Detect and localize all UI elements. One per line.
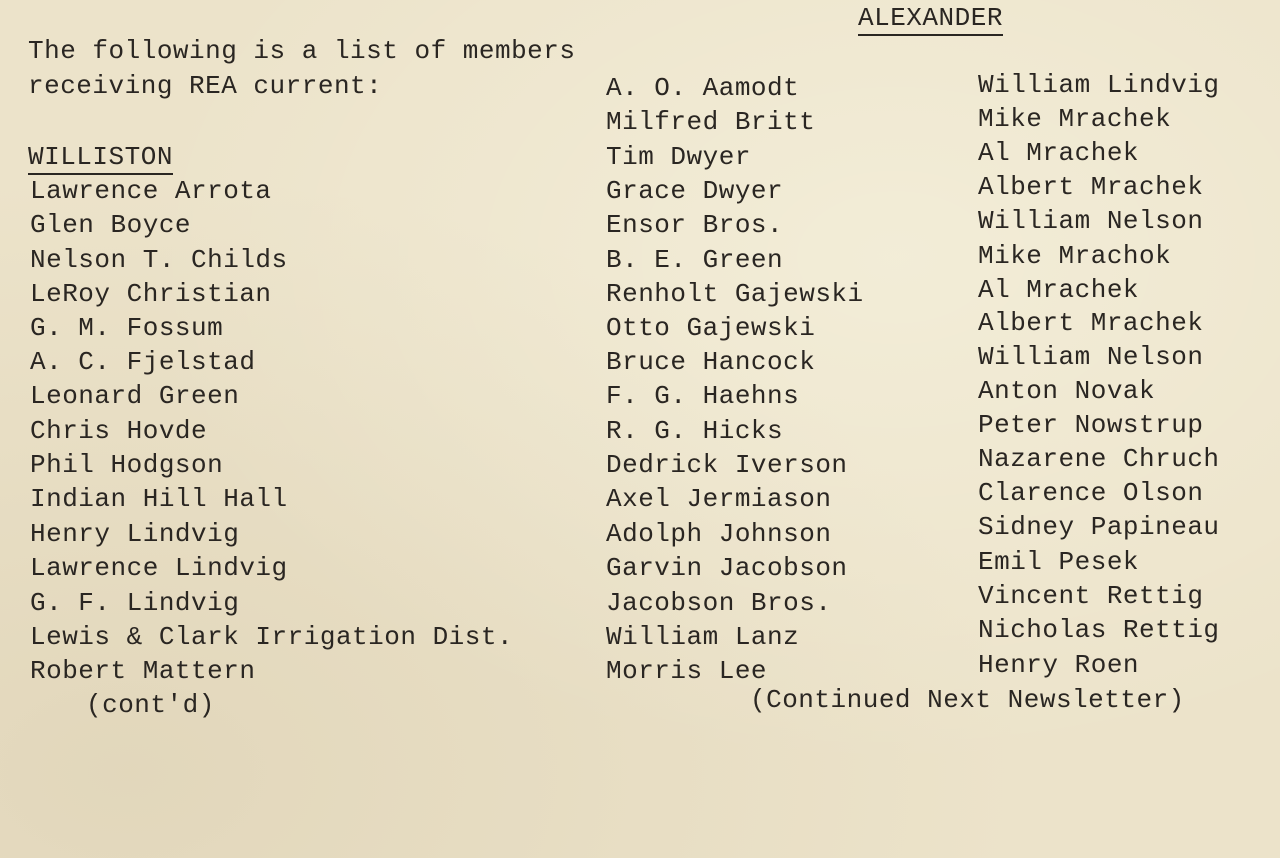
williston-heading [28,142,173,172]
list-item: William Nelson [978,206,1204,236]
list-item: Garvin Jacobson [606,553,848,583]
list-item: A. C. Fjelstad [30,347,256,377]
list-item: Indian Hill Hall [30,484,288,514]
list-item: A. O. Aamodt [606,73,800,103]
list-item: Tim Dwyer [606,142,751,172]
list-item: Renholt Gajewski [606,279,864,309]
list-item: Clarence Olson [978,478,1204,508]
list-item: Al Mrachek [978,138,1140,168]
list-item: G. M. Fossum [30,313,224,343]
list-item: Nelson T. Childs [30,245,288,275]
list-item: Otto Gajewski [606,313,816,343]
list-item: G. F. Lindvig [30,588,240,618]
list-item: Albert Mrachek [978,172,1204,202]
list-item: Anton Novak [978,376,1156,406]
list-item: Sidney Papineau [978,512,1220,542]
list-item: LeRoy Christian [30,279,272,309]
list-item: Phil Hodgson [30,450,224,480]
list-item: Mike Mrachok [978,241,1172,271]
list-item: Dedrick Iverson [606,450,848,480]
list-item: Emil Pesek [978,547,1140,577]
list-item: Lewis & Clark Irrigation Dist. [30,622,514,652]
alexander-heading [858,3,1003,33]
list-item: Albert Mrachek [978,308,1204,338]
williston-heading-text: WILLISTON [28,142,173,175]
alexander-heading-text: ALEXANDER [858,3,1003,36]
list-item: Mike Mrachek [978,104,1172,134]
list-item: Lawrence Arrota [30,176,272,206]
list-item: Ensor Bros. [606,210,784,240]
list-item: Milfred Britt [606,107,816,137]
list-item: R. G. Hicks [606,416,784,446]
list-item: Glen Boyce [30,210,192,240]
list-item: Nicholas Rettig [978,615,1220,645]
list-item: Grace Dwyer [606,176,784,206]
list-item: Morris Lee [606,656,768,686]
list-item: Jacobson Bros. [606,588,832,618]
list-item: Robert Mattern [30,656,256,686]
list-item: Axel Jermiason [606,484,832,514]
list-item: Nazarene Chruch [978,444,1220,474]
continued-next-newsletter-note: (Continued Next Newsletter) [750,685,1185,715]
list-item: Bruce Hancock [606,347,816,377]
list-item: Al Mrachek [978,275,1140,305]
intro-line-2: receiving REA current: [28,71,383,101]
list-item: B. E. Green [606,245,784,275]
list-item: Vincent Rettig [978,581,1204,611]
list-item: Chris Hovde [30,416,208,446]
list-item: Leonard Green [30,381,240,411]
list-item: Lawrence Lindvig [30,553,288,583]
intro-line-1: The following is a list of members [28,36,576,66]
list-item: Peter Nowstrup [978,410,1204,440]
list-item: Henry Lindvig [30,519,240,549]
list-item: Adolph Johnson [606,519,832,549]
list-item: Henry Roen [978,650,1140,680]
list-item: William Lanz [606,622,800,652]
williston-continued-note: (cont'd) [86,690,215,720]
list-item: F. G. Haehns [606,381,800,411]
list-item: William Lindvig [978,70,1220,100]
list-item: William Nelson [978,342,1204,372]
